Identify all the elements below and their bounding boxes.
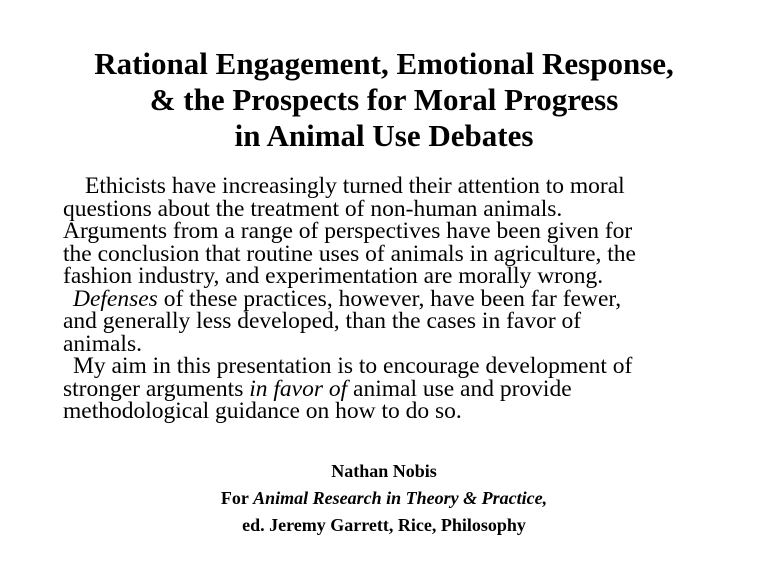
paragraph-3-line-3: methodological guidance on how to do so. <box>63 398 462 424</box>
paragraph-1-line-2: questions about the treatment of non-human animals. <box>63 195 563 222</box>
paragraph-1-line-5: fashion industry, and experimentation are morally wrong. <box>63 263 604 289</box>
paragraph-1-line-1: Ethicists have increasingly turned their attention to moral <box>85 173 625 199</box>
slide-title <box>0 46 768 154</box>
paragraph-3-line-2 <box>63 375 763 402</box>
title-line-2: & the Prospects for Moral Progress <box>149 82 619 117</box>
paragraph-3-line-2-start: stronger arguments <box>63 375 250 402</box>
slide-footer <box>0 458 768 539</box>
slide-body <box>63 175 763 423</box>
paragraph-2-line-3: animals. <box>63 330 142 357</box>
paragraph-3-line-2-end: animal use and provide <box>347 375 572 402</box>
publication-line <box>0 485 768 512</box>
book-title: Animal Research in Theory & Practice, <box>253 488 548 508</box>
paragraph-2-line-1 <box>63 285 763 312</box>
paragraph-2 <box>63 285 763 357</box>
paragraph-3 <box>63 355 763 423</box>
publication-prefix: For <box>220 488 254 508</box>
author-name: Nathan Nobis <box>331 461 437 481</box>
paragraph-1-line-3: Arguments from a range of perspectives have been given for <box>63 218 633 244</box>
editor-line: ed. Jeremy Garrett, Rice, Philosophy <box>242 515 526 535</box>
paragraph-2-line-1-rest: of these practices, however, have been far fewer, <box>157 285 622 312</box>
paragraph-1 <box>63 175 763 288</box>
paragraph-2-line-2: and generally less developed, than the cases in favor of <box>63 308 582 334</box>
title-line-3: in Animal Use Debates <box>234 118 534 153</box>
paragraph-1-line-4: the conclusion that routine uses of animals in agriculture, the <box>63 240 636 267</box>
title-line-1: Rational Engagement, Emotional Response, <box>94 46 674 81</box>
in-favor-of-emphasis: in favor of <box>249 375 348 402</box>
paragraph-3-line-1: My aim in this presentation is to encourage development of <box>73 353 633 379</box>
defenses-emphasis: Defenses <box>73 285 158 312</box>
